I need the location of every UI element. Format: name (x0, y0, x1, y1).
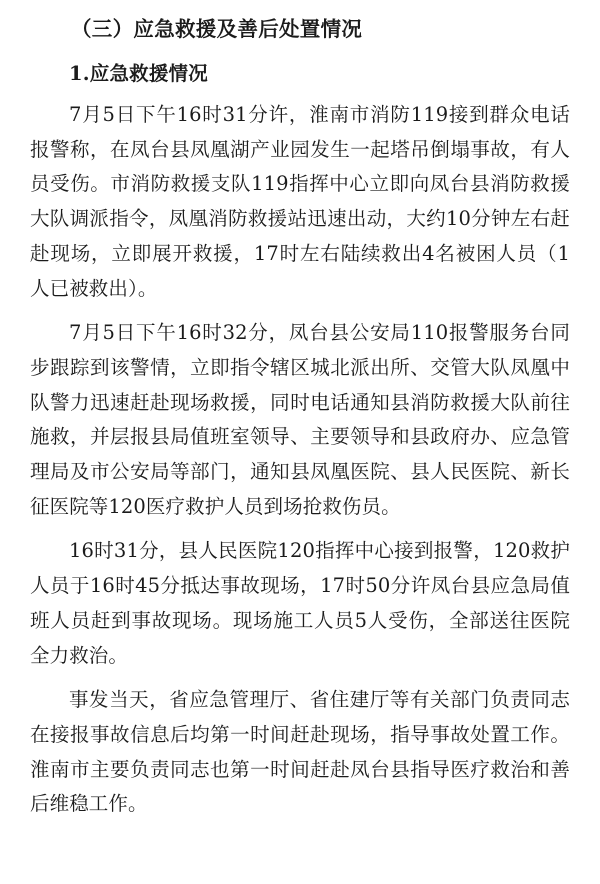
body-paragraph: 7月5日下午16时31分许，淮南市消防119接到群众电话报警称，在凤台县凤凰湖产业园发生一起塔吊倒塌事故，有人员受伤。市消防救援支队119指挥中心立即向凤台县消防救援大队调派指令，凤凰消防救援站迅速出动，大约10分钟左右赶赴现场，立即展开救援，17时左右陆续救出4名被困人员（1人已被救出）。 (30, 103, 570, 300)
subsection-heading: 1.应急救援情况 (69, 61, 208, 85)
section-heading: （三）应急救援及善后处置情况 (71, 17, 363, 41)
body-paragraph: 事发当天，省应急管理厅、省住建厅等有关部门负责同志在接报事故信息后均第一时间赶赴现场，指导事故处置工作。淮南市主要负责同志也第一时间赶赴凤台县指导医疗救治和善后维稳工作。 (30, 688, 570, 816)
body-paragraph: 16时31分，县人民医院120指挥中心接到报警，120救护人员于16时45分抵达事故现场，17时50分许凤台县应急局值班人员赶到事故现场。现场施工人员5人受伤，全部送往医院全力救治。 (30, 539, 570, 667)
body-paragraph: 7月5日下午16时32分，凤台县公安局110报警服务台同步跟踪到该警情，立即指令辖区城北派出所、交管大队凤凰中队警力迅速赶赴现场救援，同时电话通知县消防救援大队前往施救，并层报县局值班室领导、主要领导和县政府办、应急管理局及市公安局等部门，通知县凤凰医院、县人民医院、新长征医院等120医疗救护人员到场抢救伤员。 (30, 321, 570, 518)
